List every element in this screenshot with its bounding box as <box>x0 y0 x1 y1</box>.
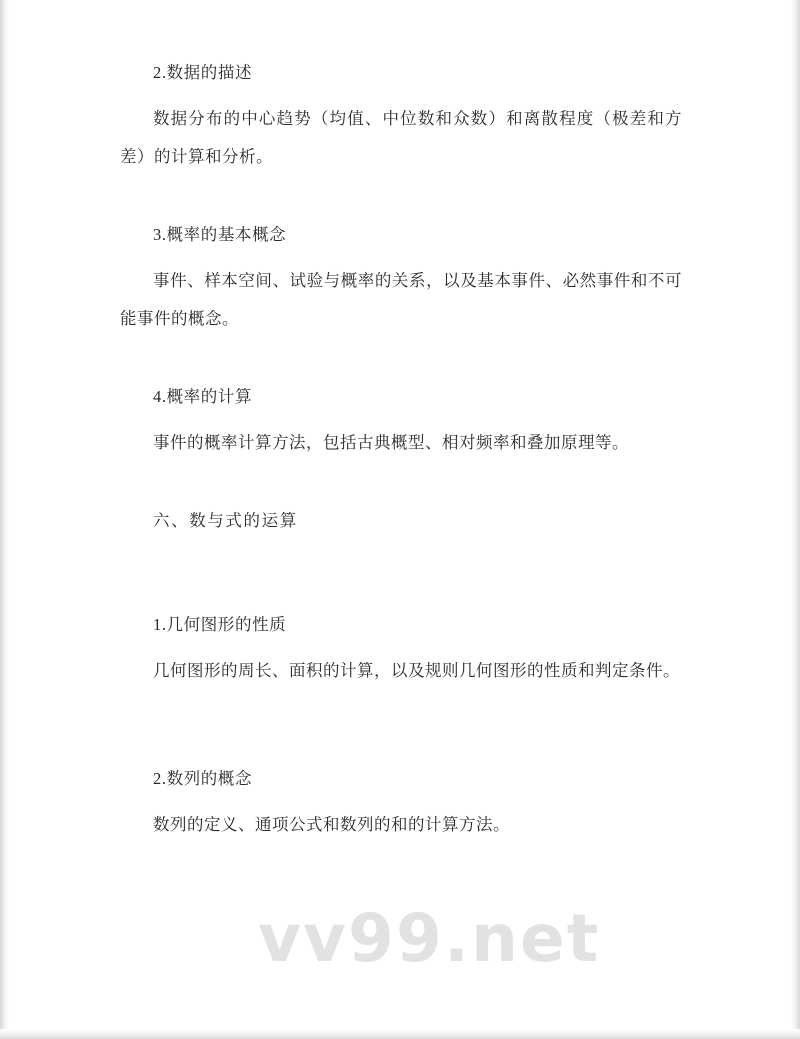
spacer <box>120 536 682 580</box>
spacer <box>120 88 682 100</box>
spacer <box>120 462 682 506</box>
paragraph: 数据分布的中心趋势（均值、中位数和众数）和离散程度（极差和方差）的计算和分析。 <box>120 109 682 166</box>
subsection-heading: 4.概率的计算 <box>153 387 253 406</box>
subsection-heading: 3.概率的基本概念 <box>153 225 287 244</box>
paragraph: 几何图形的周长、面积的计算，以及规则几何图形的性质和判定条件。 <box>153 661 680 680</box>
spacer <box>120 412 682 424</box>
paragraph: 数列的定义、通项公式和数列的和的计算方法。 <box>153 815 510 834</box>
subsection-heading: 2.数据的描述 <box>153 63 253 82</box>
subsection-heading: 1.几何图形的性质 <box>153 615 287 634</box>
spacer <box>120 690 682 734</box>
spacer <box>120 640 682 652</box>
spacer <box>120 250 682 262</box>
document-body <box>120 58 682 844</box>
spacer <box>120 580 682 610</box>
spacer <box>120 338 682 382</box>
spacer <box>120 176 682 220</box>
subsection-heading: 2.数列的概念 <box>153 769 253 788</box>
spacer <box>120 734 682 764</box>
page-edge-shadow-right <box>791 0 800 1039</box>
page-edge-shadow-bottom <box>0 1029 800 1039</box>
spacer <box>120 794 682 806</box>
paragraph: 事件的概率计算方法，包括古典概型、相对频率和叠加原理等。 <box>153 433 629 452</box>
watermark: vv99.net <box>258 900 601 977</box>
page-edge-shadow-left <box>0 0 9 1039</box>
section-heading: 六、数与式的运算 <box>153 511 298 530</box>
paragraph: 事件、样本空间、试验与概率的关系，以及基本事件、必然事件和不可能事件的概念。 <box>120 271 682 328</box>
